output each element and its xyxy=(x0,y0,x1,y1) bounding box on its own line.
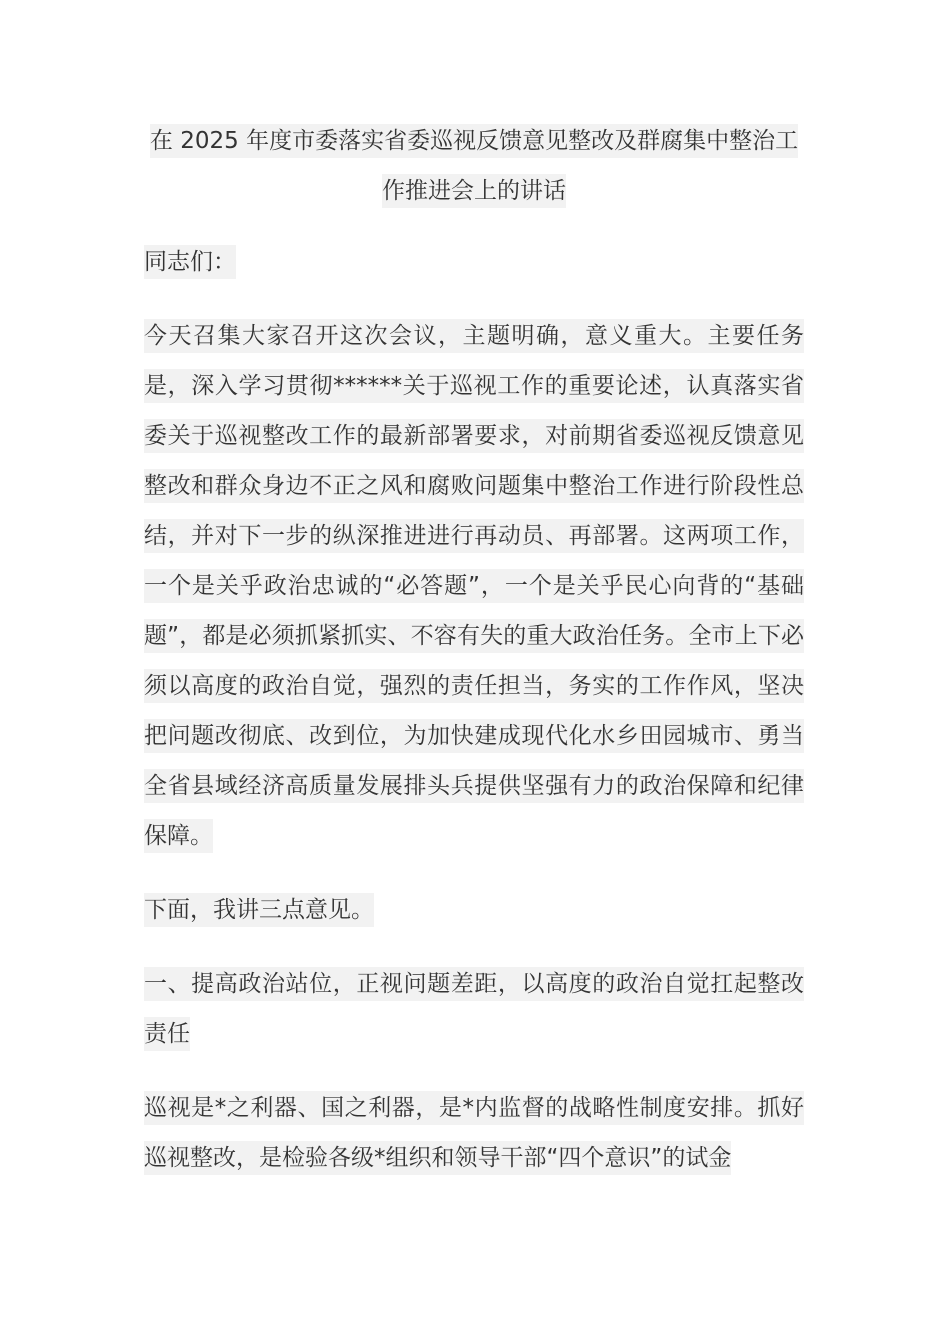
greeting-text: 同志们： xyxy=(144,245,236,279)
intro-paragraph-text: 今天召集大家召开这次会议，主题明确，意义重大。主要任务是，深入学习贯彻******关于巡视工作的重要论述，认真落实省委关于巡视整改工作的最新部署要求，对前期省委巡视反馈意见整改和群众身边不正之风和腐败问题集中整治工作进行阶段性总结，并对下一步的纵深推进进行再动员、再部署。这两项工作，一个是关乎政治忠诚的“必答题”，一个是关乎民心向背的“基础题”，都是必须抓紧抓实、不容有失的重大政治任务。全市上下必须以高度的政治自觉，强烈的责任担当，务实的工作作风，坚决把问题改彻底、改到位，为加快建成现代化水乡田园城市、勇当全省县域经济高质量发展排头兵提供坚强有力的政治保障和纪律保障。 xyxy=(144,319,804,853)
section-heading xyxy=(144,959,804,1059)
speech-title xyxy=(144,116,804,216)
section-paragraph-text: 巡视是*之利器、国之利器，是*内监督的战略性制度安排。抓好巡视整改，是检验各级*组织和领导干部“四个意识”的试金 xyxy=(144,1091,804,1175)
section-heading-text: 一、提高政治站位，正视问题差距，以高度的政治自觉扛起整改责任 xyxy=(144,967,804,1051)
document-body xyxy=(144,116,804,1183)
speech-title-text: 在 2025 年度市委落实省委巡视反馈意见整改及群腐集中整治工作推进会上的讲话 xyxy=(150,124,798,208)
transition-paragraph xyxy=(144,885,804,935)
transition-paragraph-text: 下面，我讲三点意见。 xyxy=(144,893,374,927)
greeting xyxy=(144,237,804,287)
section-paragraph xyxy=(144,1083,804,1183)
intro-paragraph xyxy=(144,311,804,861)
